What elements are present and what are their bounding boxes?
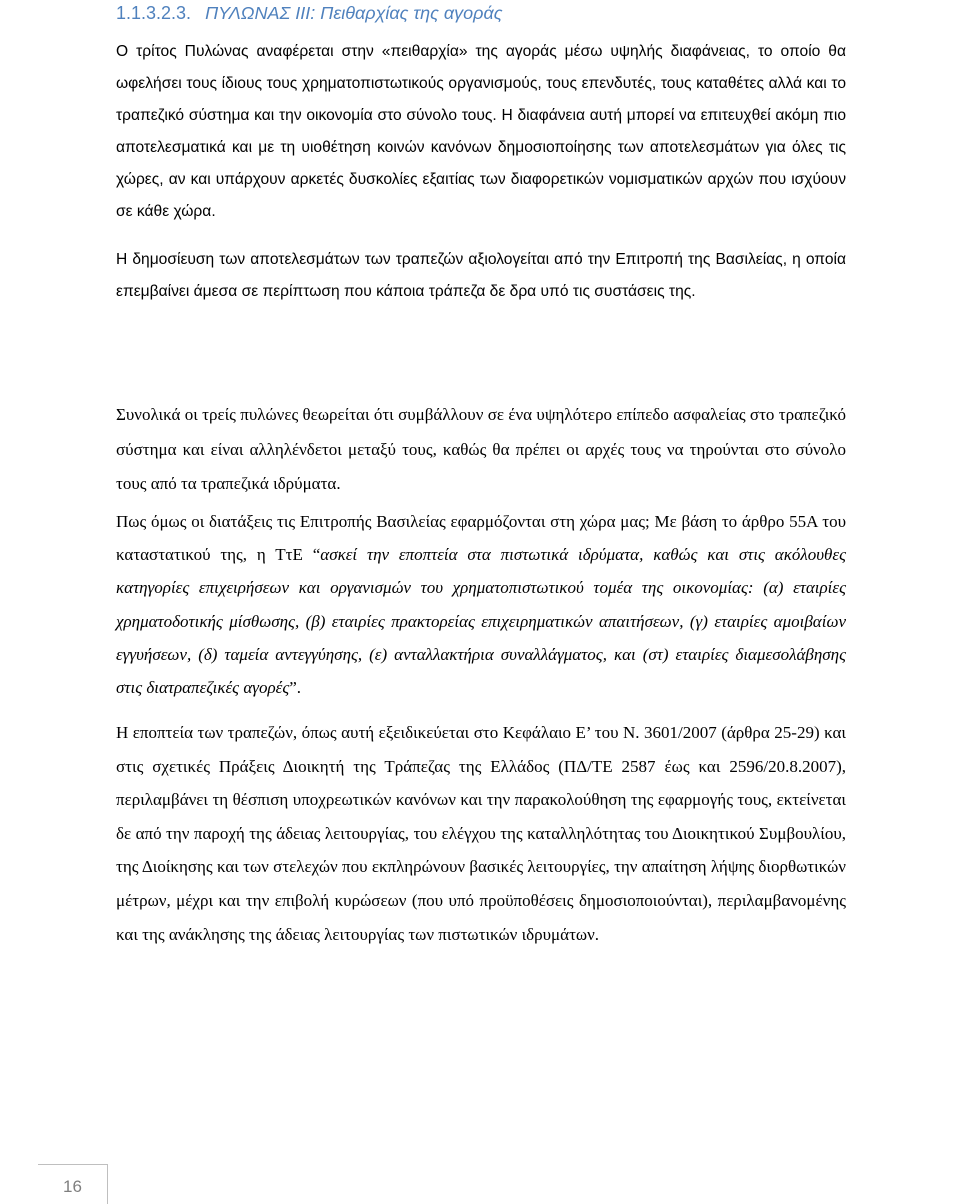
quote-close: ”. [289, 678, 302, 698]
page-number: 16 [38, 1164, 108, 1204]
section-number: 1.1.3.2.3. [116, 3, 192, 23]
paragraph-intro-text: Πως όμως οι διατάξεις τις Επιτροπής Βασιλείας εφαρμόζονται στη χώρα μας; Με βάση το άρθρο 55Α του καταστατικού της, η ΤτΕ “ [116, 512, 846, 565]
quoted-article-text: ασκεί την εποπτεία στα πιστωτικά ιδρύματα, καθώς και στις ακόλουθες κατηγορίες επιχειρήσεων και οργανισμών του χρηματοπιστωτικού τομέα της οικονομίας: (α) εταιρίες χρηματοδοτικής μίσθωσης, (β) εταιρίες πρακτορείας επιχειρηματικών απαιτήσεων, (γ) εταιρίες αμοιβαίων εγγυήσεων, (δ) ταμεία αντεγγύησης, (ε) ανταλλακτήρια συναλλάγματος, και (στ) εταιρίες διαμεσολάβησης στις διατραπεζικές αγορές [116, 545, 846, 698]
section-heading [116, 0, 503, 26]
paragraph-basel-committee: Η δημοσίευση των αποτελεσμάτων των τραπεζών αξιολογείται από την Επιτροπή της Βασιλείας, η οποία επεμβαίνει άμεσα σε περίπτωση που κάποια τράπεζα δε δρα υπό τις συστάσεις της. [116, 251, 846, 300]
section-title: ΠΥΛΩΝΑΣ ΙΙΙ: Πειθαρχίας της αγοράς [205, 3, 503, 23]
paragraph-three-pillars: Συνολικά οι τρείς πυλώνες θεωρείται ότι συμβάλλουν σε ένα υψηλότερο επίπεδο ασφαλείας στο τραπεζικό σύστημα και είναι αλληλένδετοι μεταξύ τους, καθώς θα πρέπει οι αρχές τους να τηρούνται στο σύνολο τους από τα τραπεζικά ιδρύματα. [116, 405, 846, 493]
paragraph-greek-implementation [116, 505, 846, 704]
paragraph-market-discipline: Ο τρίτος Πυλώνας αναφέρεται στην «πειθαρχία» της αγοράς μέσω υψηλής διαφάνειας, το οποίο θα ωφελήσει τους ίδιους τους χρηματοπιστωτικούς οργανισμούς, τους επενδυτές, τους καταθέτες αλλά και το τραπεζικό σύστημα και την οικονομία στο σύνολο τους. Η διαφάνεια αυτή μπορεί να επιτευχθεί ακόμη πιο αποτελεσματικά και με τη υιοθέτηση κοινών κανόνων δημοσιοποίησης των αποτελεσμάτων για όλες τις χώρες, αν και υπάρχουν αρκετές δυσκολίες εξαιτίας των διαφορετικών νομισματικών αρχών που ισχύουν σε κάθε χώρα. [116, 43, 846, 220]
paragraph-bank-supervision: Η εποπτεία των τραπεζών, όπως αυτή εξειδικεύεται στο Κεφάλαιο Ε’ του Ν. 3601/2007 (άρθρα 25-29) και στις σχετικές Πράξεις Διοικητή της Τράπεζας της Ελλάδος (ΠΔ/ΤΕ 2587 έως και 2596/20.8.2007), περιλαμβάνει τη θέσπιση υποχρεωτικών κανόνων και την παρακολούθηση της εφαρμογής τους, εκτείνεται δε από την παροχή της άδειας λειτουργίας, του ελέγχου της καταλληλότητας του Διοικητικού Συμβουλίου, της Διοίκησης και των στελεχών που εκπληρώνουν βασικές λειτουργίες, την απαίτηση λήψης διορθωτικών μέτρων, μέχρι και την επιβολή κυρώσεων (που υπό προϋποθέσεις δημοσιοποιούνται), περιλαμβανομένης και της ανάκλησης της άδειας λειτουργίας των πιστωτικών ιδρυμάτων. [116, 723, 846, 944]
